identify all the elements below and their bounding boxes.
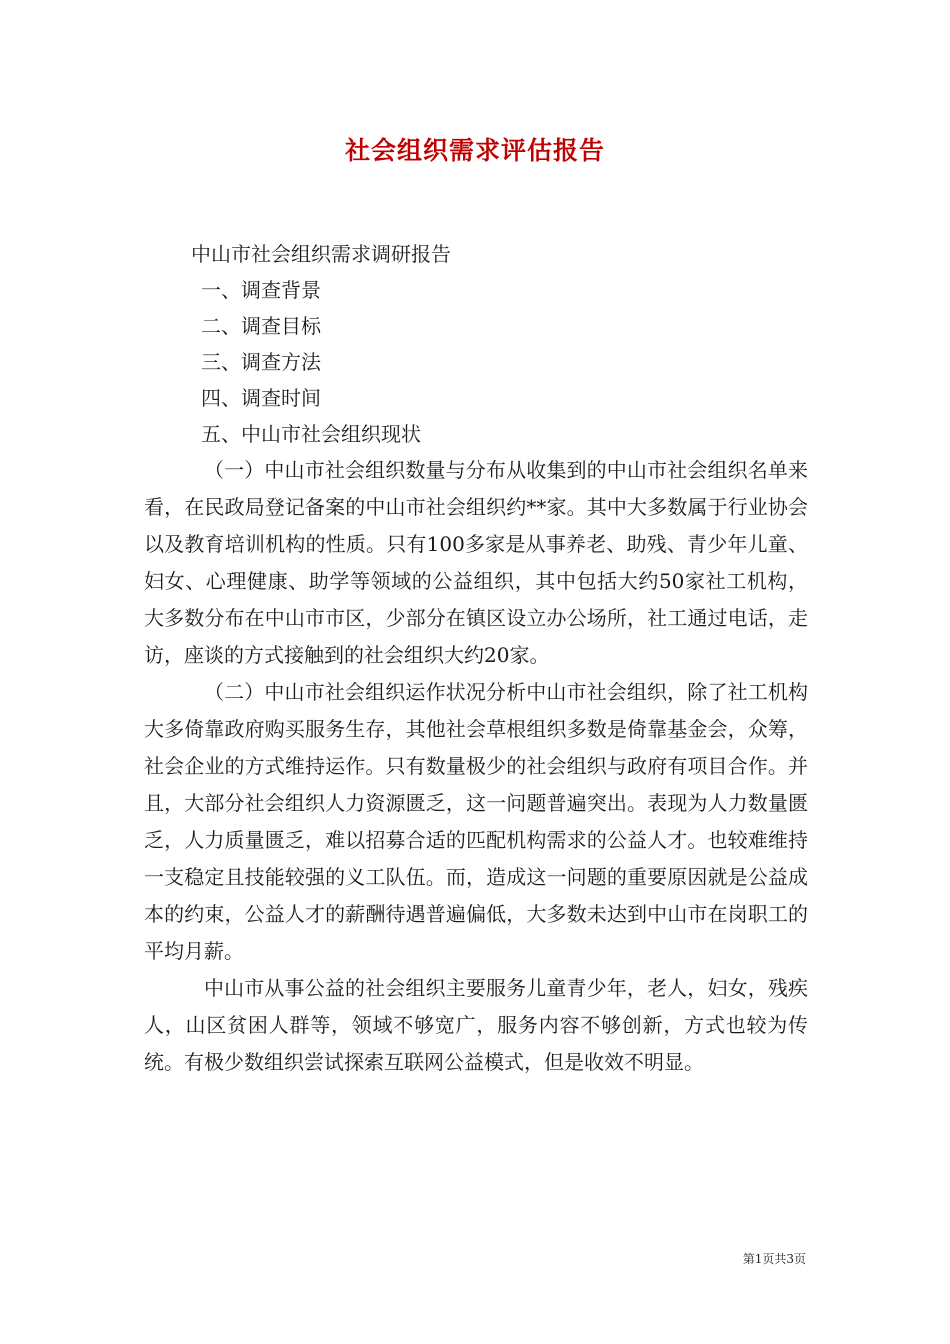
report-subtitle: 中山市社会组织需求调研报告 (191, 242, 451, 266)
paragraph-quantity-distribution: （一）中山市社会组织数量与分布从收集到的中山市社会组织名单来看，在民政局登记备案的中山市社会组织约**家。其中大多数属于行业协会以及教育培训机构的性质。只有100多家是从事养老、助残、青少年儿童、妇女、心理健康、助学等领域的公益组织，其中包括大约50家社工机构，大多数分布在中山市市区，少部分在镇区设立办公场所，社工通过电话，走访，座谈的方式接触到的社会组织大约20家。 (144, 458, 808, 667)
document-body (144, 236, 808, 1081)
section-heading-status: 五、中山市社会组织现状 (201, 422, 421, 446)
paragraph-service-areas: 中山市从事公益的社会组织主要服务儿童青少年，老人，妇女，残疾人，山区贫困人群等，领域不够宽广，服务内容不够创新，方式也较为传统。有极少数组织尝试探索互联网公益模式，但是收效不明显。 (144, 976, 808, 1074)
document-title: 社会组织需求评估报告 (344, 136, 605, 165)
section-heading-methods: 三、调查方法 (201, 350, 321, 374)
section-heading-time: 四、调查时间 (201, 386, 321, 410)
page-number: 第1页共3页 (742, 1252, 806, 1266)
paragraph-operation-status: （二）中山市社会组织运作状况分析中山市社会组织，除了社工机构大多倚靠政府购买服务生存，其他社会草根组织多数是倚靠基金会，众筹，社会企业的方式维持运作。只有数量极少的社会组织与政府有项目合作。并且，大部分社会组织人力资源匮乏，这一问题普遍突出。表现为人力数量匮乏，人力质量匮乏，难以招募合适的匹配机构需求的公益人才。也较难维持一支稳定且技能较强的义工队伍。而，造成这一问题的重要原因就是公益成本的约束，公益人才的薪酬待遇普遍偏低，大多数未达到中山市在岗职工的平均月薪。 (144, 680, 808, 963)
section-heading-background: 一、调查背景 (201, 278, 321, 302)
section-heading-goals: 二、调查目标 (201, 314, 321, 338)
